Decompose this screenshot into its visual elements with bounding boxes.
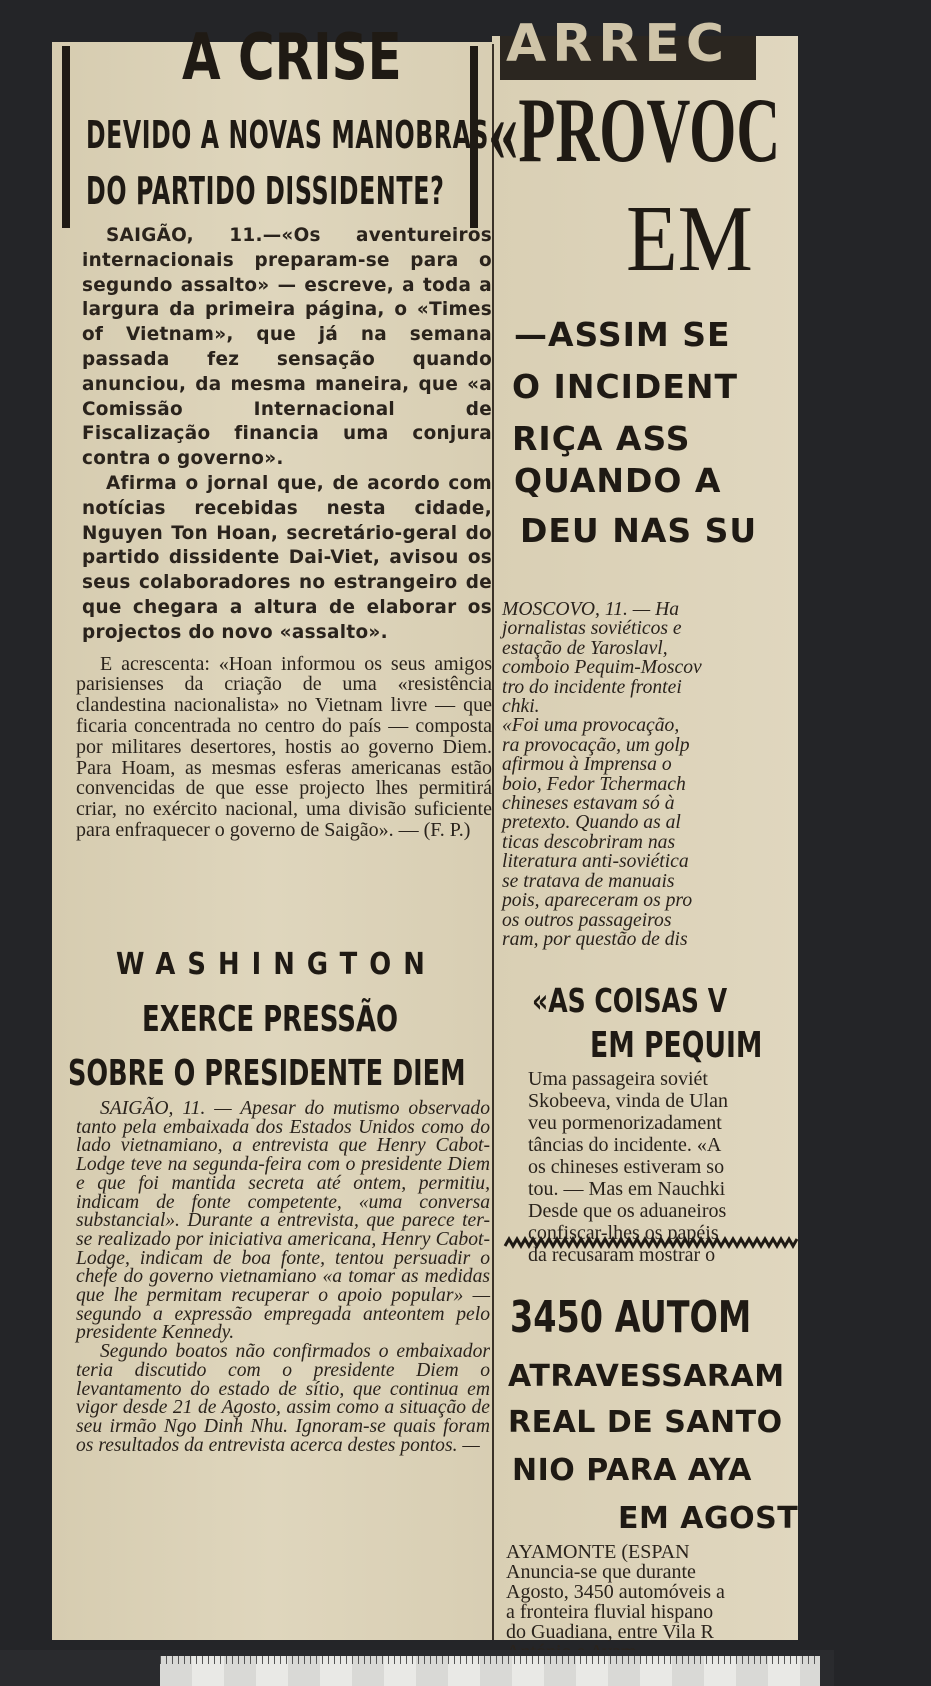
autos-headline-1: 3450 AUTOM xyxy=(510,1292,752,1343)
autos-headline-2: ATRAVESSARAM xyxy=(508,1359,785,1394)
text-line: chki. xyxy=(502,696,540,718)
zigzag-separator xyxy=(505,1236,797,1250)
washington-paragraph-2: Segundo boatos não confirmados o embaixador teria discutido com o presidente Diem o levantamento do estado de sítio, que continua em vigor desde 21 de Agosto, assim como a situação de seu irmão Ngo Dinh Nhu. Ignoram-se quais foram os resultados da entrevista acerca destes pontos. — xyxy=(76,1341,490,1456)
right-headline-2: EM xyxy=(626,187,753,291)
left-rule xyxy=(62,46,70,228)
right-sub-1: —ASSIM SE xyxy=(514,315,731,354)
text-line: jornalistas soviéticos e xyxy=(502,618,682,640)
washington-paragraph-1: SAIGÃO, 11. — Apesar do mutismo observado tanto pela embaixada dos Estados Unidos como do lado vietnamiano, a entrevista que Henry Cabot-Lodge teve na segunda-feira com o presidente Diem e que foi mantida secreta até ontem, permitiu, indicam de fonte competente, «uma conversa substancial». Durante a entrevista, que parece ter-se realizado por iniciativa americana, Henry Cabot-Lodge, indicam de boa fonte, tentou persuadir o chefe do governo vietnamiano «a tomar as medidas que lhe permitam recuperar o apoio popular» — segundo a expressão empregada anteontem pelo presidente Kennedy. xyxy=(76,1098,490,1344)
text-line: AYAMONTE (ESPAN xyxy=(506,1541,690,1563)
autos-body xyxy=(506,1542,806,1662)
text-line: a fronteira fluvial hispano xyxy=(506,1601,714,1623)
text-line: se tratava de manuais xyxy=(502,870,675,892)
text-line: MOSCOVO, 11. — Ha xyxy=(502,599,680,620)
kicker: A CRISE xyxy=(182,21,402,95)
washington-body xyxy=(76,1100,490,1455)
text-line: os outros passageiros xyxy=(502,909,672,931)
text-line: do Guadiana, entre Vila R xyxy=(506,1621,714,1643)
right-sub-3: RIÇA ASS xyxy=(512,419,691,458)
text-line: tâncias do incidente. «A xyxy=(528,1134,722,1156)
washington-headline-1: WASHINGTON xyxy=(116,947,437,982)
headline-line-2: DO PARTIDO DISSIDENTE? xyxy=(86,169,445,213)
top-banner: ARREC xyxy=(500,36,756,80)
coisas-headline-2: EM PEQUIM xyxy=(590,1025,763,1066)
text-line: Agosto, 3450 automóveis a xyxy=(506,1581,725,1603)
text-line: Desde que os aduaneiros xyxy=(528,1200,727,1222)
autos-headline-5: EM AGOST xyxy=(618,1501,799,1536)
text-line: tou. — Mas em Nauchki xyxy=(528,1178,726,1200)
right-sub-5: DEU NAS SU xyxy=(520,511,758,550)
column-divider xyxy=(492,44,494,1640)
text-line: ra provocação, um golp xyxy=(502,734,690,756)
text-line: pois, apareceram os pro xyxy=(502,890,693,912)
text-line: comboio Pequim-Moscov xyxy=(502,657,702,679)
text-line: chineses estavam só à xyxy=(502,793,675,815)
text-line: confiscar-lhes os papéis xyxy=(528,1222,719,1244)
paragraph-2: Afirma o jornal que, de acordo com notícias recebidas nesta cidade, Nguyen Ton Hoan, secretário-geral do partido dissidente Dai-Viet, avisou os seus colaboradores no estrangeiro de que chegara a altura de elaborar os projectos do novo «assalto». xyxy=(82,472,492,643)
text-line: estação de Yaroslavl, xyxy=(502,637,668,659)
text-line: veu pormenorizadament xyxy=(528,1112,722,1134)
text-line: «Foi uma provocação, xyxy=(502,715,680,737)
text-line: tro do incidente frontei xyxy=(502,676,682,698)
ruler-scale xyxy=(160,1656,820,1686)
kicker-wrap xyxy=(182,21,402,95)
article-body xyxy=(76,224,492,841)
right-sub-4: QUANDO A xyxy=(514,461,722,500)
text-line: boio, Fedor Tchermach xyxy=(502,773,686,795)
paragraph-3: E acrescenta: «Hoan informou os seus amigos parisienses da criação de uma «resistência clandestina nacionalista» no Vietnam livre — que ficaria concentrada no centro do país — composta por militares desertores, hostis ao governo Diem. Para Hoam, as mesmas esferas americanas estão convencidas de que esse projecto lhes permitirá criar, no exército nacional, uma divisão suficiente para enfraquecer o governo de Saigão». — (F. P.) xyxy=(76,652,492,841)
right-column xyxy=(488,36,800,1643)
text-line: ram, por questão de dis xyxy=(502,928,688,950)
text-line: os chineses estiveram so xyxy=(528,1156,725,1178)
zigzag-rule xyxy=(505,1236,797,1250)
right-headline-1: «PROVOC xyxy=(488,79,781,181)
text-line: ticas descobriram nas xyxy=(502,831,676,853)
right-body xyxy=(502,600,802,949)
autos-headline-3: REAL DE SANTO xyxy=(508,1405,783,1440)
text-line: afirmou à Imprensa o xyxy=(502,754,672,776)
text-line: literatura anti-soviética xyxy=(502,851,689,873)
text-line: Uma passageira soviét xyxy=(528,1068,708,1090)
washington-headline-3: SOBRE O PRESIDENTE DIEM xyxy=(68,1053,466,1094)
washington-headline-2: EXERCE PRESSÃO xyxy=(142,999,399,1040)
right-sub-2: O INCIDENT xyxy=(512,367,738,406)
scale-ruler xyxy=(0,1650,834,1686)
autos-headline-4: NIO PARA AYA xyxy=(512,1453,752,1488)
coisas-headline-1: «AS COISAS V xyxy=(532,981,728,1020)
text-line: pretexto. Quando as al xyxy=(502,812,681,834)
text-line: Skobeeva, vinda de Ulan xyxy=(528,1090,728,1112)
text-line: Anuncia-se que durante xyxy=(506,1561,696,1583)
headline-line-1: DEVIDO A NOVAS MANOBRAS xyxy=(86,113,490,157)
paragraph-1: SAIGÃO, 11.—«Os aventureiros internacionais preparam-se para o segundo assalto» — escreve, a toda a largura da primeira página, o «Times of Vietnam», que já na semana passada fez sensação quando anunciou, da mesma maneira, que «a Comissão Internacional de Fiscalização financia uma conjura contra o governo». xyxy=(82,225,492,470)
text-line: da recusaram mostrar o xyxy=(528,1244,716,1266)
